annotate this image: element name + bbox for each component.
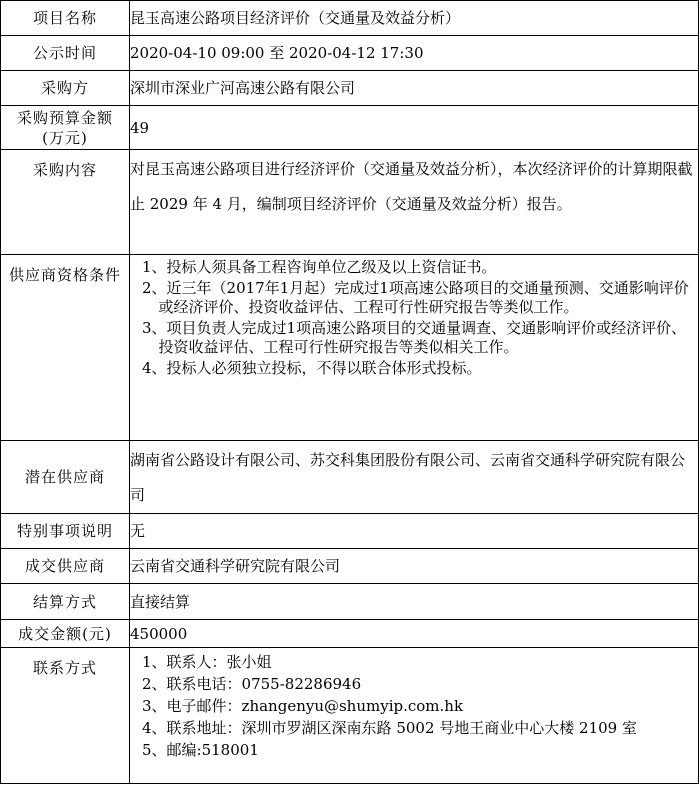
project-name-label: 项目名称 [1, 1, 130, 36]
contact-list [130, 648, 699, 784]
contact-person: 1、联系人：张小姐 [142, 653, 272, 671]
winning-supplier-label: 成交供应商 [1, 549, 130, 584]
row-publish-time [1, 36, 699, 71]
publish-time-value: 2020-04-10 09:00 至 2020-04-12 17:30 [130, 36, 699, 71]
budget-label-line2: (万元) [42, 128, 88, 147]
qualification-item: 2、近三年（2017年1月起）完成过1项高速公路项目的交通量预测、交通影响评价或经济评价、投资收益评估、工程可行性研究报告等类似工作。 [142, 278, 689, 316]
amount-label: 成交金额(元) [1, 620, 130, 648]
qualification-item: 4、投标人必须独立投标，不得以联合体形式投标。 [142, 358, 482, 377]
winning-supplier-value: 云南省交通科学研究院有限公司 [130, 549, 699, 584]
row-settlement [1, 584, 699, 620]
row-qualifications [1, 255, 699, 441]
amount-value: 450000 [130, 620, 699, 648]
qualifications-label: 供应商资格条件 [1, 255, 130, 441]
budget-value: 49 [130, 106, 699, 150]
purchaser-label: 采购方 [1, 71, 130, 106]
content-value: 对昆玉高速公路项目进行经济评价（交通量及效益分析），本次经济评价的计算期限截止 2029 年 4 月，编制项目经济评价（交通量及效益分析）报告。 [130, 150, 699, 255]
content-label: 采购内容 [1, 150, 130, 255]
publish-time-label: 公示时间 [1, 36, 130, 71]
special-notes-value: 无 [130, 514, 699, 549]
row-amount [1, 620, 699, 648]
qualification-item: 3、项目负责人完成过1项高速公路项目的交通量调查、交通影响评价或经济评价、投资收益评估、工程可行性研究报告等类似相关工作。 [142, 318, 687, 356]
settlement-label: 结算方式 [1, 584, 130, 620]
row-potential-suppliers [1, 441, 699, 514]
row-contact [1, 648, 699, 784]
contact-email: 3、电子邮件：zhangenyu@shumyip.com.hk [142, 697, 464, 715]
budget-label [1, 106, 130, 150]
row-special-notes [1, 514, 699, 549]
potential-suppliers-label: 潜在供应商 [1, 441, 130, 514]
qualifications-list [130, 255, 699, 441]
budget-label-line1: 采购预算金额 [16, 108, 113, 127]
project-name-value: 昆玉高速公路项目经济评价（交通量及效益分析） [130, 1, 699, 36]
contact-postcode: 5、邮编:518001 [142, 741, 259, 759]
potential-suppliers-value: 湖南省公路设计有限公司、苏交科集团股份有限公司、云南省交通科学研究院有限公司 [130, 441, 699, 514]
qualification-item: 1、投标人须具备工程咨询单位乙级及以上资信证书。 [142, 258, 497, 276]
row-project-name [1, 1, 699, 36]
contact-address: 4、联系地址：深圳市罗湖区深南东路 5002 号地王商业中心大楼 2109 室 [142, 719, 637, 737]
contact-phone: 2、联系电话：0755-82286946 [142, 675, 362, 693]
contact-label: 联系方式 [1, 648, 130, 784]
row-winning-supplier [1, 549, 699, 584]
row-purchaser [1, 71, 699, 106]
settlement-value: 直接结算 [130, 584, 699, 620]
purchaser-value: 深圳市深业广河高速公路有限公司 [130, 71, 699, 106]
special-notes-label: 特别事项说明 [1, 514, 130, 549]
row-budget [1, 106, 699, 150]
row-content [1, 150, 699, 255]
